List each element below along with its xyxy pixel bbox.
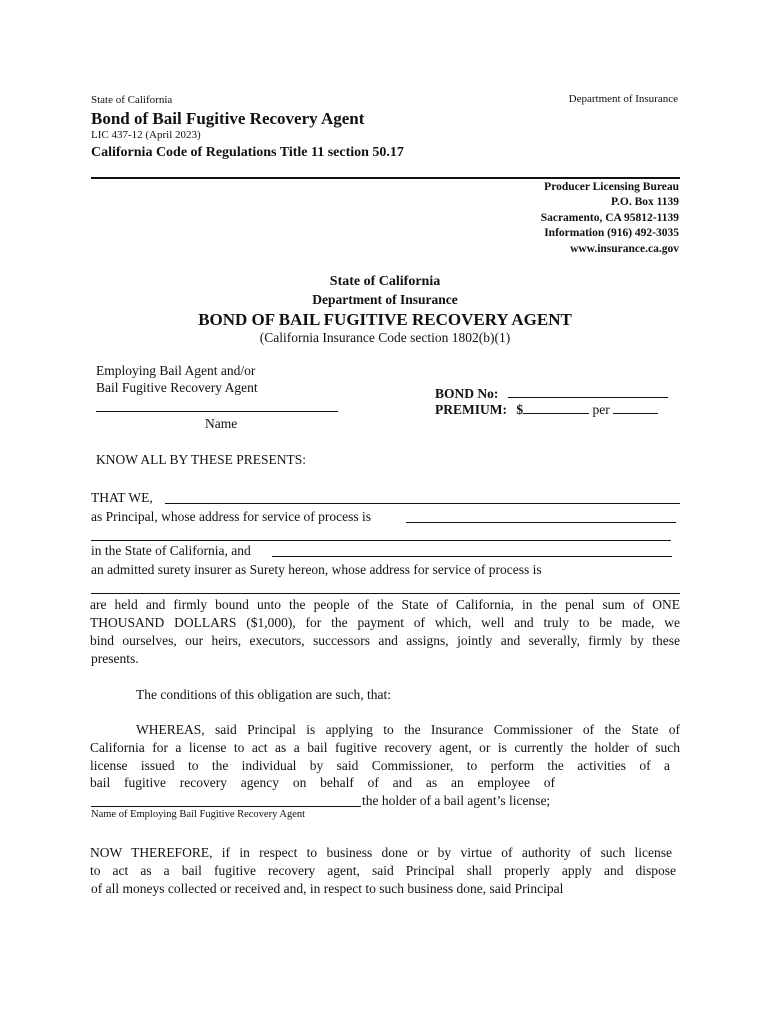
form-number: LIC 437-12 (April 2023)	[91, 129, 201, 141]
bond-number-label: BOND No:	[435, 386, 499, 401]
per-label: per	[592, 402, 610, 417]
held-paragraph-line-2: THOUSAND DOLLARS ($1,000), for the payment of which, well and truly to be made, we	[90, 615, 680, 630]
premium-period-field[interactable]	[613, 401, 658, 414]
surety-name-field[interactable]	[272, 556, 672, 557]
surety-address-field[interactable]	[91, 593, 680, 594]
conditions-line: The conditions of this obligation are such, that:	[136, 687, 391, 702]
whereas-line-4: bail fugitive recovery agency on behalf of and as an employee of	[90, 775, 555, 790]
whereas-line-3: license issued to the individual by said Commissioner, to perform the activities of a	[90, 758, 670, 773]
now-therefore-line-2: to act as a bail fugitive recovery agent, said Principal shall properly apply and dispose	[90, 863, 676, 878]
employer-line-1: Employing Bail Agent and/or	[96, 363, 256, 378]
website-link[interactable]: www.insurance.ca.gov	[570, 242, 679, 255]
premium-label: PREMIUM:	[435, 402, 507, 417]
now-therefore-line-1: NOW THEREFORE, if in respect to business done or by virtue of authority of such license	[90, 845, 672, 860]
in-state-label: in the State of California, and	[91, 543, 251, 558]
code-reference: (California Insurance Code section 1802(b)(1)	[259, 330, 511, 345]
state-label: State of California	[91, 94, 173, 106]
holder-text: the holder of a bail agent’s license;	[362, 793, 551, 808]
employer-name-caption: Name	[205, 416, 238, 431]
now-therefore-line-3: of all moneys collected or received and, in respect to such business done, said Principal	[91, 881, 564, 896]
held-paragraph-line-4: presents.	[91, 651, 139, 666]
bond-number-field[interactable]	[508, 385, 668, 398]
employer-agent-name-field[interactable]	[91, 806, 361, 807]
principal-address-label: as Principal, whose address for service of process is	[91, 509, 372, 524]
info-phone: Information (916) 492-3035	[544, 227, 679, 240]
principal-name-field[interactable]	[165, 503, 680, 504]
po-box: P.O. Box 1139	[611, 196, 679, 209]
bond-number-row	[435, 385, 668, 402]
whereas-line-1: WHEREAS, said Principal is applying to the Insurance Commissioner of the State of	[136, 722, 680, 737]
bond-title: BOND OF BAIL FUGITIVE RECOVERY AGENT	[198, 310, 572, 329]
city-address: Sacramento, CA 95812-1139	[540, 211, 679, 224]
surety-address-label: an admitted surety insurer as Surety hereon, whose address for service of process is	[91, 562, 542, 577]
know-all-heading: KNOW ALL BY THESE PRESENTS:	[96, 452, 307, 467]
department-label: Department of Insurance	[568, 93, 678, 105]
whereas-line-2: California for a license to act as a bail fugitive recovery agent, or is currently the holder of such	[90, 740, 680, 755]
regulation-reference: California Code of Regulations Title 11 section 50.17	[91, 145, 404, 160]
contact-block	[541, 180, 679, 257]
form-title: Bond of Bail Fugitive Recovery Agent	[91, 109, 365, 128]
employer-line-2: Bail Fugitive Recovery Agent	[96, 380, 258, 395]
title-department: Department of Insurance	[312, 292, 458, 307]
that-we-label: THAT WE,	[91, 490, 153, 505]
principal-address-field[interactable]	[406, 522, 676, 523]
premium-amount-field[interactable]	[523, 401, 589, 414]
bureau-name: Producer Licensing Bureau	[544, 181, 679, 193]
title-state: State of California	[329, 274, 441, 289]
held-paragraph-line-3: bind ourselves, our heirs, executors, successors and assigns, jointly and severally, firmly by these	[90, 633, 680, 648]
employer-name-field[interactable]	[96, 411, 338, 412]
premium-row	[435, 401, 658, 418]
header-divider	[91, 177, 680, 179]
held-paragraph-line-1: are held and firmly bound unto the people of the State of California, in the penal sum of ONE	[90, 597, 680, 612]
principal-address-field-2[interactable]	[91, 540, 671, 541]
dollar-sign: $	[516, 402, 524, 417]
employer-agent-caption: Name of Employing Bail Fugitive Recovery Agent	[91, 809, 306, 820]
